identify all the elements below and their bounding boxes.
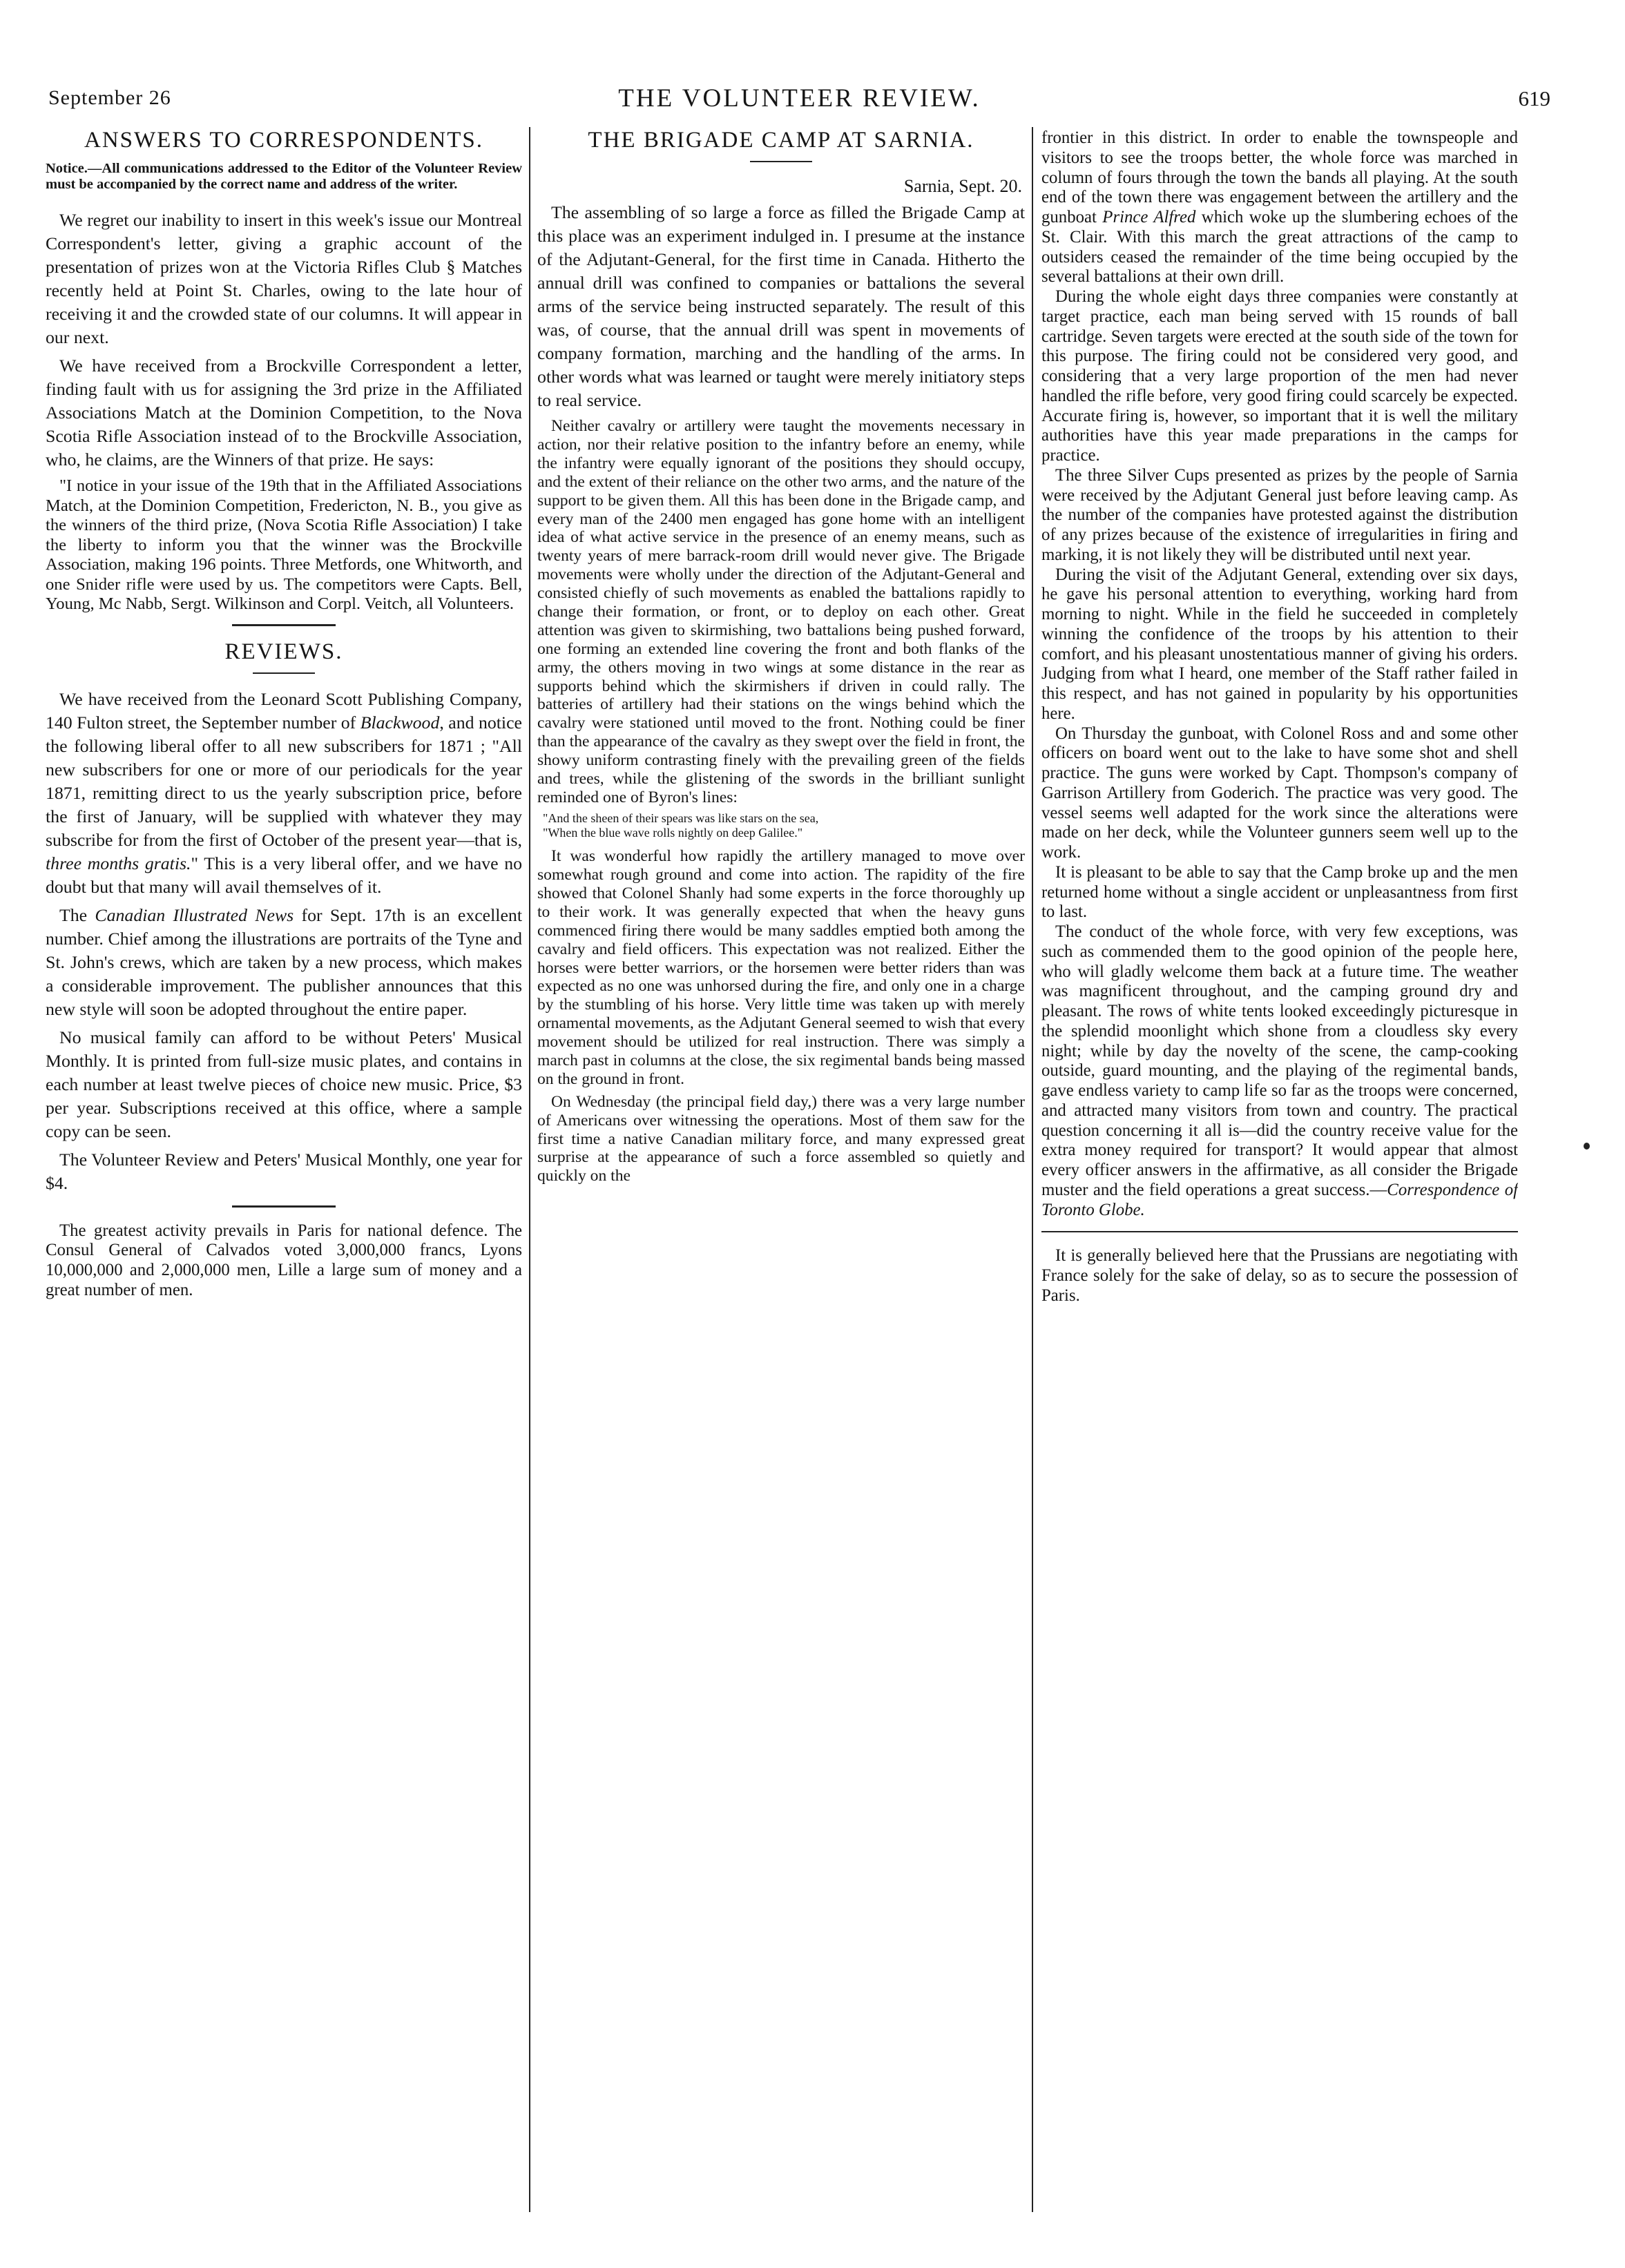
paragraph: We regret our inability to insert in this week's issue our Montreal Correspondent's letter, giving a graphic account of the presentation of prizes won at the Victoria Rifles Club § Matches recently held at Point St. Charles, owing to the late hour of receiving it and the crowded state of our columns. It will appear in our next. (46, 209, 522, 347)
paragraph: We have received from the Leonard Scott Publishing Company, 140 Fulton street, the September number of Blackwood, and notice the following liberal offer to all new subscribers for 1871 ; "All new subscribers for one or more of our periodicals for the year 1871, remitting direct to us the yearly subscription price, before the first of January, will be supplied with whatever they may subscribe for from the first of October of the present year—that is, three months gratis." This is a very liberal offer, and we have no doubt but that many will avail themselves of it. (46, 688, 522, 897)
paragraph: During the visit of the Adjutant General, extending over six days, he gave his personal attention to everything, working hard from morning to night. While in the field he succeeded in completely winning the confidence of the troops by his attention to their comfort, and his pleasant unostentatious manner of giving his orders. Judging from what I heard, one member of the Staff rather failed in this respect, and has not gained in popularity by his opportunities here. (1041, 565, 1518, 723)
paragraph: The Volunteer Review and Peters' Musical Monthly, one year for $4. (46, 1150, 522, 1194)
paragraph: The greatest activity prevails in Paris for national defence. The Consul General of Calvados voted 3,000,000 francs, Lyons 10,000,000 and 2,000,000 men, Lille a large sum of money and a great number of men. (46, 1221, 522, 1299)
paragraph: It is generally believed here that the Prussians are negotiating with France solely for the sake of delay, so as to secure the possession of Paris. (1041, 1246, 1518, 1305)
paragraph: The three Silver Cups presented as prizes by the people of Sarnia were received by the Adjutant General just before leaving camp. As the number of the companies have protested against the distribution of any prizes because of the existence of irregularities in firing and marking, it is not likely they will be distributed until next year. (1041, 465, 1518, 564)
paragraph: No musical family can afford to be without Peters' Musical Monthly. It is printed from full-size music plates, and contains in each number at least twelve pieces of choice new music. Price, $3 per year. Subscriptions received at this office, where a sample copy can be seen. (46, 1027, 522, 1142)
paragraph: It was wonderful how rapidly the artillery managed to move over somewhat rough ground and come into action. The rapidity of the fire showed that Colonel Shanly had some experts in the force thoroughly up to their work. It was generally expected that when the heavy guns commenced firing there would be many saddles emptied both among the cavalry and field officers. This expectation was not realized. Either the horses were better warriors, or the horsemen were better riders than was expected as no one was unhorsed during the fire, and only one in a charge by the stumbling of his horse. Very little time was taken up with merely ornamental movements, as the Adjutant General seemed to wish that every movement should be utilized for real instruction. There was simply a march past in columns at the close, the six regimental bands being massed on the ground in front. (537, 847, 1025, 1088)
ink-mark (1584, 1143, 1590, 1150)
column-right (1041, 128, 1518, 2220)
article-heading-brigade-camp: THE BRIGADE CAMP AT SARNIA. (588, 128, 974, 153)
masthead-title: THE VOLUNTEER REVIEW. (618, 84, 981, 113)
paragraph: frontier in this district. In order to enable the townspeople and visitors to see the troops better, the whole force was marched in column of fours through the town the bands all playing. At the south end of the town there was engagement between the artillery and the gunboat Prince Alfred which woke up the slumbering echoes of the St. Clair. With this march the great attractions of the camp to outsiders ceased the remainder of the time being occupied by the several battalions at their own drill. (1041, 128, 1518, 287)
column-middle (537, 128, 1025, 2220)
column-left (46, 128, 522, 2220)
verse-quotation (543, 811, 1025, 840)
attribution: Correspondence of Toronto Globe. (1041, 1180, 1518, 1219)
page-number: 619 (1518, 86, 1550, 110)
dateline: Sarnia, Sept. 20. (903, 175, 1022, 196)
section-heading-reviews: REVIEWS. (224, 639, 343, 664)
heading-rule (253, 672, 315, 674)
section-rule (232, 1205, 336, 1208)
paragraph: On Thursday the gunboat, with Colonel Ross and and some other officers on board went out to the lake to have some shot and shell practice. The guns were worked by Capt. Thompson's company of Garrison Artillery from Goderich. The practice was very good. The vessel seems well adapted for the work since the alterations were made on her deck, while the Volunteer gunners seem well up to the work. (1041, 724, 1518, 862)
paragraph: The Canadian Illustrated News for Sept. 17th is an excellent number. Chief among the illustrations are portraits of the Tyne and St. John's crews, which are taken by a new process, which makes a considerable improvement. The publisher announces that this new style will soon be adopted throughout the entire paper. (46, 904, 522, 1020)
paragraph: The conduct of the whole force, with very few exceptions, was such as commended them to the good opinion of the people here, who will gladly welcome them back at a future time. The weather was magnificent throughout, and the camping ground dry and pleasant. The rows of white tents looked exceedingly picturesque in the splendid moonlight which shone from a cloudless sky every night; while by day the novelty of the scene, the camp-cooking outside, guard mounting, and the playing of the regimental bands, gave endless variety to camp life so far as the troops were concerned, and attracted many visitors from town and country. The practical question concerning it all is—did the country receive value for the extra money required for transport? It would appear that almost every officer answers in the affirmative, as all consider the Brigade muster and the field operations a great success.—Correspondence of Toronto Globe. (1041, 922, 1518, 1219)
paragraph: On Wednesday (the principal field day,) there was a very large number of Americans over witnessing the operations. Most of them saw for the first time a native Canadian military force, and many expressed great surprise at the appearance of such a force assembled so quietly and quickly on the (537, 1092, 1025, 1185)
section-rule (232, 624, 336, 626)
verse-line: "And the sheen of their spears was like stars on the sea, (543, 811, 819, 825)
paragraph: The assembling of so large a force as filled the Brigade Camp at this place was an experiment indulged in. I presume at the instance of the Adjutant-General, for the first time in Canada. Hitherto the annual drill was confined to companies or battalions the several arms of the service being instructed separately. The result of this was, of course, that the annual drill was spent in movements of company formation, marching and the handling of the arms. In other words what was learned or taught were merely initiatory steps to real service. (537, 202, 1025, 411)
verse-line: "When the blue wave rolls nightly on deep Galilee." (543, 826, 803, 840)
paragraph: Neither cavalry or artillery were taught the movements necessary in action, nor their relative position to the infantry before an enemy, while the infantry were equally ignorant of the positions they should occupy, and the extent of their reliance on the other two arms, and the nature of the support to be given them. All this has been done in the Brigade camp, and every man of the 2400 men engaged has gone home with an intelligent idea of what active service in the presence of an enemy means, such as twenty years of mere barrack-room drill would never give. The Brigade movements were wholly under the direction of the Adjutant-General and consisted chiefly of such movements as enabled the battalions rapidly to change their formation, or front, or to deploy on each other. Great attention was given to skirmishing, two battalions being pushed forward, one forming an extended line covering the front and both flanks of the army, the others moving in two wings at some distance in the rear as supports behind which the skirmishers if driven in could rally. The batteries of artillery had their stations on the wings behind which the cavalry were stationed until moved to the front. Nothing could be finer than the appearance of the cavalry as they swept over the field in front, the showy uniform contrasting finely with the prevailing green of the fields and trees, while the glistening of the swords in the brilliant sunlight reminded one of Byron's lines: (537, 417, 1025, 806)
paragraph: We have received from a Brockville Correspondent a letter, finding fault with us for assigning the 3rd prize in the Affiliated Associations Match at the Dominion Competition, to the Nova Scotia Rifle Association instead of to the Brockville Association, who, he claims, are the Winners of that prize. He says: (46, 356, 522, 470)
quoted-letter: "I notice in your issue of the 19th that in the Affiliated Associations Match, at the Dominion Competition, Fredericton, N. B., you give as the winners of the third prize, (Nova Scotia Rifle Association) I take the liberty to inform you that the winner was the Brockville Association, making 196 points. Three Metfords, one Whitworth, and one Snider rifle were used by us. The competitors were Capts. Bell, Young, Mc Nabb, Sergt. Wilkinson and Corpl. Veitch, all Volunteers. (46, 476, 522, 614)
section-rule (1041, 1231, 1518, 1232)
issue-date: September 26 (48, 86, 171, 109)
running-head (48, 86, 1550, 121)
column-divider (1032, 127, 1033, 2212)
section-heading-correspondents: ANSWERS TO CORRESPONDENTS. (84, 128, 483, 153)
editor-notice: Notice.—All communications addressed to the Editor of the Volunteer Review must be accompanied by the correct name and address of the writer. (46, 160, 522, 193)
heading-rule (750, 161, 812, 162)
paragraph: It is pleasant to be able to say that the Camp broke up and the men returned home without a single accident or unpleasantness from first to last. (1041, 862, 1518, 922)
paragraph: During the whole eight days three companies were constantly at target practice, each man being served with 15 rounds of ball cartridge. Seven targets were erected at the south side of the town for this purpose. The firing could not be considered very good, and considering that a very large proportion of the men had never handled the rifle before, very good firing could scarcely be expected. Accurate firing is, however, so important that it is well the military authorities have this year made preparations in the camps for practice. (1041, 287, 1518, 465)
column-divider (529, 127, 530, 2212)
